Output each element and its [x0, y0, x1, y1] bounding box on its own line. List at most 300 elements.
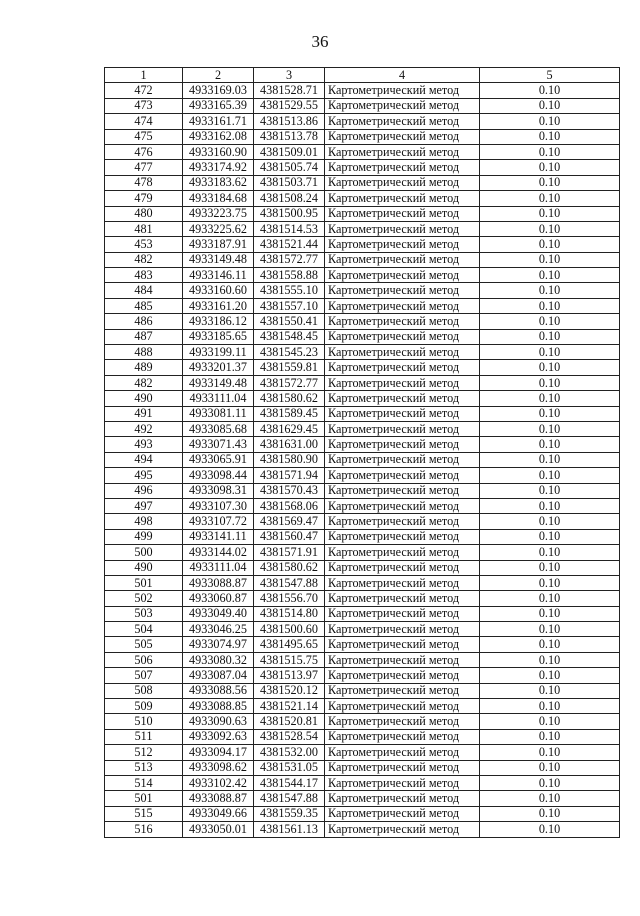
- y-coordinate-cell: 4381509.01: [254, 144, 325, 159]
- y-coordinate-cell: 4381521.14: [254, 699, 325, 714]
- point-number-cell: 502: [105, 591, 183, 606]
- x-coordinate-cell: 4933223.75: [183, 206, 254, 221]
- y-coordinate-cell: 4381503.71: [254, 175, 325, 190]
- accuracy-cell: 0.10: [480, 760, 620, 775]
- accuracy-cell: 0.10: [480, 452, 620, 467]
- table-row: [105, 699, 620, 714]
- x-coordinate-cell: 4933161.71: [183, 114, 254, 129]
- point-number-cell: 514: [105, 775, 183, 790]
- table-row: [105, 160, 620, 175]
- accuracy-cell: 0.10: [480, 622, 620, 637]
- point-number-cell: 483: [105, 268, 183, 283]
- x-coordinate-cell: 4933174.92: [183, 160, 254, 175]
- method-cell: Картометрический метод: [325, 283, 480, 298]
- table-row: [105, 98, 620, 113]
- y-coordinate-cell: 4381531.05: [254, 760, 325, 775]
- x-coordinate-cell: 4933161.20: [183, 298, 254, 313]
- header-col-4: 4: [325, 68, 480, 83]
- y-coordinate-cell: 4381571.91: [254, 545, 325, 560]
- y-coordinate-cell: 4381514.80: [254, 606, 325, 621]
- point-number-cell: 501: [105, 791, 183, 806]
- method-cell: Картометрический метод: [325, 252, 480, 267]
- accuracy-cell: 0.10: [480, 483, 620, 498]
- point-number-cell: 488: [105, 345, 183, 360]
- x-coordinate-cell: 4933085.68: [183, 421, 254, 436]
- table-row: [105, 268, 620, 283]
- method-cell: Картометрический метод: [325, 575, 480, 590]
- accuracy-cell: 0.10: [480, 637, 620, 652]
- point-number-cell: 477: [105, 160, 183, 175]
- x-coordinate-cell: 4933049.66: [183, 806, 254, 821]
- method-cell: Картометрический метод: [325, 668, 480, 683]
- table-row: [105, 545, 620, 560]
- accuracy-cell: 0.10: [480, 160, 620, 175]
- method-cell: Картометрический метод: [325, 775, 480, 790]
- x-coordinate-cell: 4933183.62: [183, 175, 254, 190]
- x-coordinate-cell: 4933088.87: [183, 791, 254, 806]
- y-coordinate-cell: 4381580.62: [254, 391, 325, 406]
- point-number-cell: 510: [105, 714, 183, 729]
- table-row: [105, 206, 620, 221]
- method-cell: Картометрический метод: [325, 221, 480, 236]
- x-coordinate-cell: 4933081.11: [183, 406, 254, 421]
- point-number-cell: 478: [105, 175, 183, 190]
- y-coordinate-cell: 4381508.24: [254, 191, 325, 206]
- method-cell: Картометрический метод: [325, 129, 480, 144]
- x-coordinate-cell: 4933046.25: [183, 622, 254, 637]
- x-coordinate-cell: 4933065.91: [183, 452, 254, 467]
- method-cell: Картометрический метод: [325, 745, 480, 760]
- y-coordinate-cell: 4381560.47: [254, 529, 325, 544]
- method-cell: Картометрический метод: [325, 714, 480, 729]
- accuracy-cell: 0.10: [480, 591, 620, 606]
- table-row: [105, 575, 620, 590]
- method-cell: Картометрический метод: [325, 791, 480, 806]
- table-row: [105, 298, 620, 313]
- table-row: [105, 606, 620, 621]
- header-col-2: 2: [183, 68, 254, 83]
- method-cell: Картометрический метод: [325, 83, 480, 98]
- table-row: [105, 591, 620, 606]
- table-row: [105, 760, 620, 775]
- x-coordinate-cell: 4933087.04: [183, 668, 254, 683]
- method-cell: Картометрический метод: [325, 160, 480, 175]
- accuracy-cell: 0.10: [480, 652, 620, 667]
- table-row: [105, 252, 620, 267]
- point-number-cell: 505: [105, 637, 183, 652]
- x-coordinate-cell: 4933090.63: [183, 714, 254, 729]
- method-cell: Картометрический метод: [325, 652, 480, 667]
- header-col-1: 1: [105, 68, 183, 83]
- x-coordinate-cell: 4933094.17: [183, 745, 254, 760]
- accuracy-cell: 0.10: [480, 822, 620, 837]
- accuracy-cell: 0.10: [480, 606, 620, 621]
- x-coordinate-cell: 4933111.04: [183, 391, 254, 406]
- accuracy-cell: 0.10: [480, 421, 620, 436]
- x-coordinate-cell: 4933102.42: [183, 775, 254, 790]
- method-cell: Картометрический метод: [325, 606, 480, 621]
- y-coordinate-cell: 4381505.74: [254, 160, 325, 175]
- x-coordinate-cell: 4933080.32: [183, 652, 254, 667]
- y-coordinate-cell: 4381580.90: [254, 452, 325, 467]
- method-cell: Картометрический метод: [325, 268, 480, 283]
- y-coordinate-cell: 4381569.47: [254, 514, 325, 529]
- y-coordinate-cell: 4381556.70: [254, 591, 325, 606]
- point-number-cell: 503: [105, 606, 183, 621]
- table-row: [105, 806, 620, 821]
- y-coordinate-cell: 4381513.78: [254, 129, 325, 144]
- y-coordinate-cell: 4381513.86: [254, 114, 325, 129]
- y-coordinate-cell: 4381495.65: [254, 637, 325, 652]
- method-cell: Картометрический метод: [325, 591, 480, 606]
- method-cell: Картометрический метод: [325, 683, 480, 698]
- x-coordinate-cell: 4933141.11: [183, 529, 254, 544]
- accuracy-cell: 0.10: [480, 668, 620, 683]
- accuracy-cell: 0.10: [480, 83, 620, 98]
- table-row: [105, 237, 620, 252]
- accuracy-cell: 0.10: [480, 206, 620, 221]
- point-number-cell: 512: [105, 745, 183, 760]
- table-row: [105, 683, 620, 698]
- method-cell: Картометрический метод: [325, 806, 480, 821]
- y-coordinate-cell: 4381589.45: [254, 406, 325, 421]
- x-coordinate-cell: 4933186.12: [183, 314, 254, 329]
- method-cell: Картометрический метод: [325, 114, 480, 129]
- method-cell: Картометрический метод: [325, 298, 480, 313]
- point-number-cell: 482: [105, 375, 183, 390]
- y-coordinate-cell: 4381500.60: [254, 622, 325, 637]
- x-coordinate-cell: 4933050.01: [183, 822, 254, 837]
- table-row: [105, 729, 620, 744]
- y-coordinate-cell: 4381528.54: [254, 729, 325, 744]
- method-cell: Картометрический метод: [325, 529, 480, 544]
- accuracy-cell: 0.10: [480, 729, 620, 744]
- point-number-cell: 490: [105, 391, 183, 406]
- table-row: [105, 375, 620, 390]
- point-number-cell: 507: [105, 668, 183, 683]
- table-row: [105, 822, 620, 837]
- accuracy-cell: 0.10: [480, 283, 620, 298]
- y-coordinate-cell: 4381557.10: [254, 298, 325, 313]
- accuracy-cell: 0.10: [480, 221, 620, 236]
- table-row: [105, 314, 620, 329]
- table-row: [105, 652, 620, 667]
- table-row: [105, 452, 620, 467]
- point-number-cell: 474: [105, 114, 183, 129]
- y-coordinate-cell: 4381580.62: [254, 560, 325, 575]
- table-row: [105, 668, 620, 683]
- x-coordinate-cell: 4933107.72: [183, 514, 254, 529]
- table-row: [105, 221, 620, 236]
- method-cell: Картометрический метод: [325, 822, 480, 837]
- accuracy-cell: 0.10: [480, 437, 620, 452]
- accuracy-cell: 0.10: [480, 345, 620, 360]
- method-cell: Картометрический метод: [325, 421, 480, 436]
- point-number-cell: 479: [105, 191, 183, 206]
- x-coordinate-cell: 4933098.31: [183, 483, 254, 498]
- x-coordinate-cell: 4933098.62: [183, 760, 254, 775]
- method-cell: Картометрический метод: [325, 237, 480, 252]
- y-coordinate-cell: 4381629.45: [254, 421, 325, 436]
- accuracy-cell: 0.10: [480, 129, 620, 144]
- method-cell: Картометрический метод: [325, 637, 480, 652]
- method-cell: Картометрический метод: [325, 391, 480, 406]
- x-coordinate-cell: 4933225.62: [183, 221, 254, 236]
- x-coordinate-cell: 4933144.02: [183, 545, 254, 560]
- accuracy-cell: 0.10: [480, 745, 620, 760]
- x-coordinate-cell: 4933149.48: [183, 375, 254, 390]
- point-number-cell: 508: [105, 683, 183, 698]
- y-coordinate-cell: 4381514.53: [254, 221, 325, 236]
- coordinates-table: [104, 67, 620, 838]
- table-row: [105, 437, 620, 452]
- x-coordinate-cell: 4933071.43: [183, 437, 254, 452]
- point-number-cell: 482: [105, 252, 183, 267]
- accuracy-cell: 0.10: [480, 468, 620, 483]
- accuracy-cell: 0.10: [480, 498, 620, 513]
- x-coordinate-cell: 4933088.85: [183, 699, 254, 714]
- x-coordinate-cell: 4933088.56: [183, 683, 254, 698]
- point-number-cell: 490: [105, 560, 183, 575]
- method-cell: Картометрический метод: [325, 98, 480, 113]
- accuracy-cell: 0.10: [480, 98, 620, 113]
- table-row: [105, 114, 620, 129]
- y-coordinate-cell: 4381520.12: [254, 683, 325, 698]
- y-coordinate-cell: 4381500.95: [254, 206, 325, 221]
- y-coordinate-cell: 4381559.81: [254, 360, 325, 375]
- accuracy-cell: 0.10: [480, 699, 620, 714]
- method-cell: Картометрический метод: [325, 483, 480, 498]
- y-coordinate-cell: 4381550.41: [254, 314, 325, 329]
- method-cell: Картометрический метод: [325, 345, 480, 360]
- accuracy-cell: 0.10: [480, 545, 620, 560]
- y-coordinate-cell: 4381545.23: [254, 345, 325, 360]
- accuracy-cell: 0.10: [480, 806, 620, 821]
- point-number-cell: 491: [105, 406, 183, 421]
- y-coordinate-cell: 4381515.75: [254, 652, 325, 667]
- point-number-cell: 480: [105, 206, 183, 221]
- method-cell: Картометрический метод: [325, 545, 480, 560]
- method-cell: Картометрический метод: [325, 498, 480, 513]
- x-coordinate-cell: 4933098.44: [183, 468, 254, 483]
- table-row: [105, 391, 620, 406]
- method-cell: Картометрический метод: [325, 329, 480, 344]
- x-coordinate-cell: 4933160.60: [183, 283, 254, 298]
- point-number-cell: 498: [105, 514, 183, 529]
- point-number-cell: 453: [105, 237, 183, 252]
- table-row: [105, 329, 620, 344]
- table-row: [105, 83, 620, 98]
- method-cell: Картометрический метод: [325, 514, 480, 529]
- point-number-cell: 473: [105, 98, 183, 113]
- y-coordinate-cell: 4381544.17: [254, 775, 325, 790]
- y-coordinate-cell: 4381558.88: [254, 268, 325, 283]
- accuracy-cell: 0.10: [480, 683, 620, 698]
- accuracy-cell: 0.10: [480, 298, 620, 313]
- table-row: [105, 529, 620, 544]
- y-coordinate-cell: 4381548.45: [254, 329, 325, 344]
- method-cell: Картометрический метод: [325, 206, 480, 221]
- table-row: [105, 360, 620, 375]
- table-row: [105, 283, 620, 298]
- point-number-cell: 489: [105, 360, 183, 375]
- x-coordinate-cell: 4933149.48: [183, 252, 254, 267]
- x-coordinate-cell: 4933201.37: [183, 360, 254, 375]
- table-row: [105, 175, 620, 190]
- x-coordinate-cell: 4933185.65: [183, 329, 254, 344]
- method-cell: Картометрический метод: [325, 452, 480, 467]
- table-row: [105, 345, 620, 360]
- y-coordinate-cell: 4381521.44: [254, 237, 325, 252]
- y-coordinate-cell: 4381570.43: [254, 483, 325, 498]
- table-row: [105, 468, 620, 483]
- y-coordinate-cell: 4381561.13: [254, 822, 325, 837]
- method-cell: Картометрический метод: [325, 144, 480, 159]
- x-coordinate-cell: 4933107.30: [183, 498, 254, 513]
- x-coordinate-cell: 4933111.04: [183, 560, 254, 575]
- y-coordinate-cell: 4381547.88: [254, 575, 325, 590]
- table-row: [105, 421, 620, 436]
- x-coordinate-cell: 4933169.03: [183, 83, 254, 98]
- accuracy-cell: 0.10: [480, 775, 620, 790]
- accuracy-cell: 0.10: [480, 575, 620, 590]
- x-coordinate-cell: 4933165.39: [183, 98, 254, 113]
- method-cell: Картометрический метод: [325, 437, 480, 452]
- point-number-cell: 481: [105, 221, 183, 236]
- accuracy-cell: 0.10: [480, 329, 620, 344]
- accuracy-cell: 0.10: [480, 714, 620, 729]
- table-row: [105, 791, 620, 806]
- accuracy-cell: 0.10: [480, 144, 620, 159]
- x-coordinate-cell: 4933184.68: [183, 191, 254, 206]
- accuracy-cell: 0.10: [480, 114, 620, 129]
- x-coordinate-cell: 4933146.11: [183, 268, 254, 283]
- header-col-3: 3: [254, 68, 325, 83]
- point-number-cell: 497: [105, 498, 183, 513]
- y-coordinate-cell: 4381528.71: [254, 83, 325, 98]
- accuracy-cell: 0.10: [480, 268, 620, 283]
- x-coordinate-cell: 4933049.40: [183, 606, 254, 621]
- method-cell: Картометрический метод: [325, 406, 480, 421]
- table-row: [105, 775, 620, 790]
- point-number-cell: 487: [105, 329, 183, 344]
- accuracy-cell: 0.10: [480, 237, 620, 252]
- x-coordinate-cell: 4933088.87: [183, 575, 254, 590]
- table-body: [105, 83, 620, 837]
- table-row: [105, 406, 620, 421]
- accuracy-cell: 0.10: [480, 560, 620, 575]
- y-coordinate-cell: 4381520.81: [254, 714, 325, 729]
- point-number-cell: 506: [105, 652, 183, 667]
- x-coordinate-cell: 4933160.90: [183, 144, 254, 159]
- accuracy-cell: 0.10: [480, 406, 620, 421]
- accuracy-cell: 0.10: [480, 529, 620, 544]
- y-coordinate-cell: 4381532.00: [254, 745, 325, 760]
- table-row: [105, 745, 620, 760]
- point-number-cell: 500: [105, 545, 183, 560]
- accuracy-cell: 0.10: [480, 514, 620, 529]
- y-coordinate-cell: 4381529.55: [254, 98, 325, 113]
- accuracy-cell: 0.10: [480, 314, 620, 329]
- table-header-row: [105, 68, 620, 83]
- accuracy-cell: 0.10: [480, 391, 620, 406]
- y-coordinate-cell: 4381513.97: [254, 668, 325, 683]
- table-row: [105, 560, 620, 575]
- point-number-cell: 492: [105, 421, 183, 436]
- x-coordinate-cell: 4933092.63: [183, 729, 254, 744]
- method-cell: Картометрический метод: [325, 622, 480, 637]
- point-number-cell: 511: [105, 729, 183, 744]
- table-row: [105, 637, 620, 652]
- method-cell: Картометрический метод: [325, 375, 480, 390]
- table-row: [105, 514, 620, 529]
- accuracy-cell: 0.10: [480, 375, 620, 390]
- x-coordinate-cell: 4933187.91: [183, 237, 254, 252]
- method-cell: Картометрический метод: [325, 314, 480, 329]
- point-number-cell: 493: [105, 437, 183, 452]
- point-number-cell: 476: [105, 144, 183, 159]
- method-cell: Картометрический метод: [325, 175, 480, 190]
- table-row: [105, 129, 620, 144]
- method-cell: Картометрический метод: [325, 699, 480, 714]
- table-row: [105, 498, 620, 513]
- y-coordinate-cell: 4381568.06: [254, 498, 325, 513]
- x-coordinate-cell: 4933060.87: [183, 591, 254, 606]
- method-cell: Картометрический метод: [325, 560, 480, 575]
- method-cell: Картометрический метод: [325, 760, 480, 775]
- accuracy-cell: 0.10: [480, 252, 620, 267]
- point-number-cell: 475: [105, 129, 183, 144]
- table-row: [105, 483, 620, 498]
- point-number-cell: 495: [105, 468, 183, 483]
- point-number-cell: 484: [105, 283, 183, 298]
- accuracy-cell: 0.10: [480, 360, 620, 375]
- accuracy-cell: 0.10: [480, 175, 620, 190]
- accuracy-cell: 0.10: [480, 191, 620, 206]
- point-number-cell: 499: [105, 529, 183, 544]
- x-coordinate-cell: 4933162.08: [183, 129, 254, 144]
- y-coordinate-cell: 4381555.10: [254, 283, 325, 298]
- table-row: [105, 191, 620, 206]
- table-row: [105, 714, 620, 729]
- point-number-cell: 501: [105, 575, 183, 590]
- point-number-cell: 496: [105, 483, 183, 498]
- method-cell: Картометрический метод: [325, 191, 480, 206]
- header-col-5: 5: [480, 68, 620, 83]
- point-number-cell: 485: [105, 298, 183, 313]
- point-number-cell: 516: [105, 822, 183, 837]
- point-number-cell: 513: [105, 760, 183, 775]
- point-number-cell: 472: [105, 83, 183, 98]
- point-number-cell: 515: [105, 806, 183, 821]
- method-cell: Картометрический метод: [325, 360, 480, 375]
- point-number-cell: 509: [105, 699, 183, 714]
- y-coordinate-cell: 4381559.35: [254, 806, 325, 821]
- point-number-cell: 494: [105, 452, 183, 467]
- y-coordinate-cell: 4381572.77: [254, 252, 325, 267]
- table-row: [105, 622, 620, 637]
- y-coordinate-cell: 4381572.77: [254, 375, 325, 390]
- method-cell: Картометрический метод: [325, 468, 480, 483]
- y-coordinate-cell: 4381547.88: [254, 791, 325, 806]
- x-coordinate-cell: 4933074.97: [183, 637, 254, 652]
- accuracy-cell: 0.10: [480, 791, 620, 806]
- point-number-cell: 504: [105, 622, 183, 637]
- method-cell: Картометрический метод: [325, 729, 480, 744]
- y-coordinate-cell: 4381571.94: [254, 468, 325, 483]
- x-coordinate-cell: 4933199.11: [183, 345, 254, 360]
- y-coordinate-cell: 4381631.00: [254, 437, 325, 452]
